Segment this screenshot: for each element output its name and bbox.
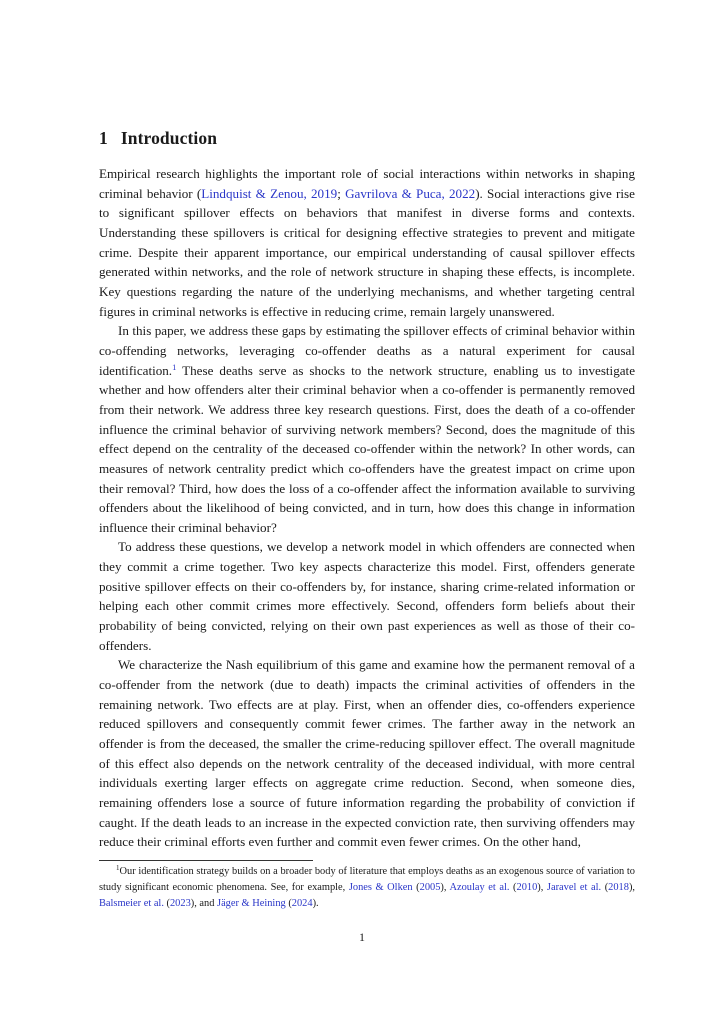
paragraph-1 — [99, 164, 635, 321]
citation-link[interactable]: Azoulay et al. — [449, 882, 510, 893]
citation-link[interactable]: Balsmeier et al. — [99, 898, 164, 909]
text-run: ( — [163, 898, 170, 909]
text-run: ( — [285, 898, 292, 909]
text-run: ( — [601, 882, 609, 893]
page-number: 1 — [359, 930, 365, 944]
text-run: To address these questions, we develop a network model in which offenders are connected when they commit a crime together. Two key aspects characterize this model. First, offenders generate positive spillover effects on their co-offenders by, for instance, sharing crime-related information or helping each other commit crimes more effectively. Second, offenders form beliefs about their probability of being convicted, relying on their own past experiences as well as those of their co-offenders. — [99, 539, 635, 653]
section-title: Introduction — [120, 128, 218, 148]
text-run: We characterize the Nash equilibrium of this game and examine how the permanent removal of a co-offender from the network (due to death) impacts the criminal activities of offenders in the remaining network. Two effects are at play. First, when an offender dies, co-offenders experience reduced spillovers and consequently commit fewer crimes. The farther away in the network an offender is from the deceased, the smaller the crime-reducing spillover effect. The overall magnitude of this effect also depends on the network centrality of the deceased individual, with more central individuals exerting larger effects on aggregate crime reduction. Second, when someone dies, remaining offenders lose a source of future information regarding the probability of conviction if caught. If the death leads to an increase in the expected conviction rate, then surviving offenders may reduce their criminal efforts even further and commit even fewer crimes. On the other hand, — [99, 657, 635, 850]
text-run: ), — [537, 882, 547, 893]
body-text — [99, 164, 635, 852]
text-run: ). Social interactions give rise to significant spillover effects on behaviors that manifest in diverse forms and contexts. Understanding these spillovers is critical for designing effective strategies to prevent and mitigate crime. Despite their apparent importance, our empirical understanding of causal spillover effects generated within networks, and the role of network structure in shaping these effects, is incomplete. Key questions regarding the nature of the underlying mechanisms, and whether targeting central figures in criminal networks is effective in reducing crime, remain largely unanswered. — [99, 185, 635, 319]
citation-link[interactable]: Jäger & Heining — [217, 898, 286, 909]
text-run: ( — [509, 882, 517, 893]
section-heading — [99, 128, 217, 149]
footnote-text — [99, 864, 635, 912]
citation-link[interactable]: 2018 — [608, 882, 629, 893]
text-run: ; — [337, 185, 346, 201]
footnote-marker[interactable]: 1 — [172, 361, 177, 372]
paragraph-4 — [99, 655, 635, 852]
footnote-divider — [99, 860, 313, 861]
text-run: These deaths serve as shocks to the network structure, enabling us to investigate whether and how offenders alter their criminal behavior when a co-offender is permanently removed from their network. We address three key research questions. First, does the death of a co-offender influence the criminal behavior of surviving network members? Second, does the magnitude of this effect depend on the centrality of the deceased co-offender within the network? In other words, can measures of network centrality predict which co-offenders have the greatest impact on crime upon their removal? Third, how does the loss of a co-offender affect the information available to surviving offenders about the likelihood of being convicted, and in turn, how does this change in information influence their criminal behavior? — [99, 362, 635, 535]
citation-link[interactable]: 2023 — [169, 898, 191, 909]
citation-link[interactable]: Jones & Olken — [348, 882, 413, 893]
text-run: ), — [440, 882, 450, 893]
footnote-marker: 1 — [116, 864, 120, 872]
text-run: ), — [628, 882, 635, 893]
citation-link[interactable]: Gavrilova & Puca, 2022 — [345, 185, 476, 201]
text-run: In this paper, we address these gaps by estimating the spillover effects of criminal behavior within co-offending networks, leveraging co-offender deaths as a natural experiment for causal identification. — [99, 323, 635, 378]
citation-link[interactable]: Jaravel et al. — [546, 882, 602, 893]
text-run: Empirical research highlights the important role of social interactions within networks in shaping criminal behavior ( — [99, 166, 635, 201]
text-run: ). — [312, 898, 319, 909]
citation-link[interactable]: 2005 — [419, 882, 441, 893]
section-number: 1 — [99, 128, 108, 148]
citation-link[interactable]: Lindquist & Zenou, 2019 — [201, 185, 338, 201]
citation-link[interactable]: 2024 — [291, 898, 313, 909]
text-run: Our identification strategy builds on a broader body of literature that employs deaths as an exogenous source of variation to study significant economic phenomena. See, for example, — [99, 866, 635, 893]
text-run: ), and — [190, 898, 218, 909]
paragraph-3 — [99, 537, 635, 655]
text-run: ( — [412, 882, 420, 893]
footnote — [99, 864, 635, 912]
citation-link[interactable]: 2010 — [516, 882, 538, 893]
paragraph-2 — [99, 321, 635, 537]
